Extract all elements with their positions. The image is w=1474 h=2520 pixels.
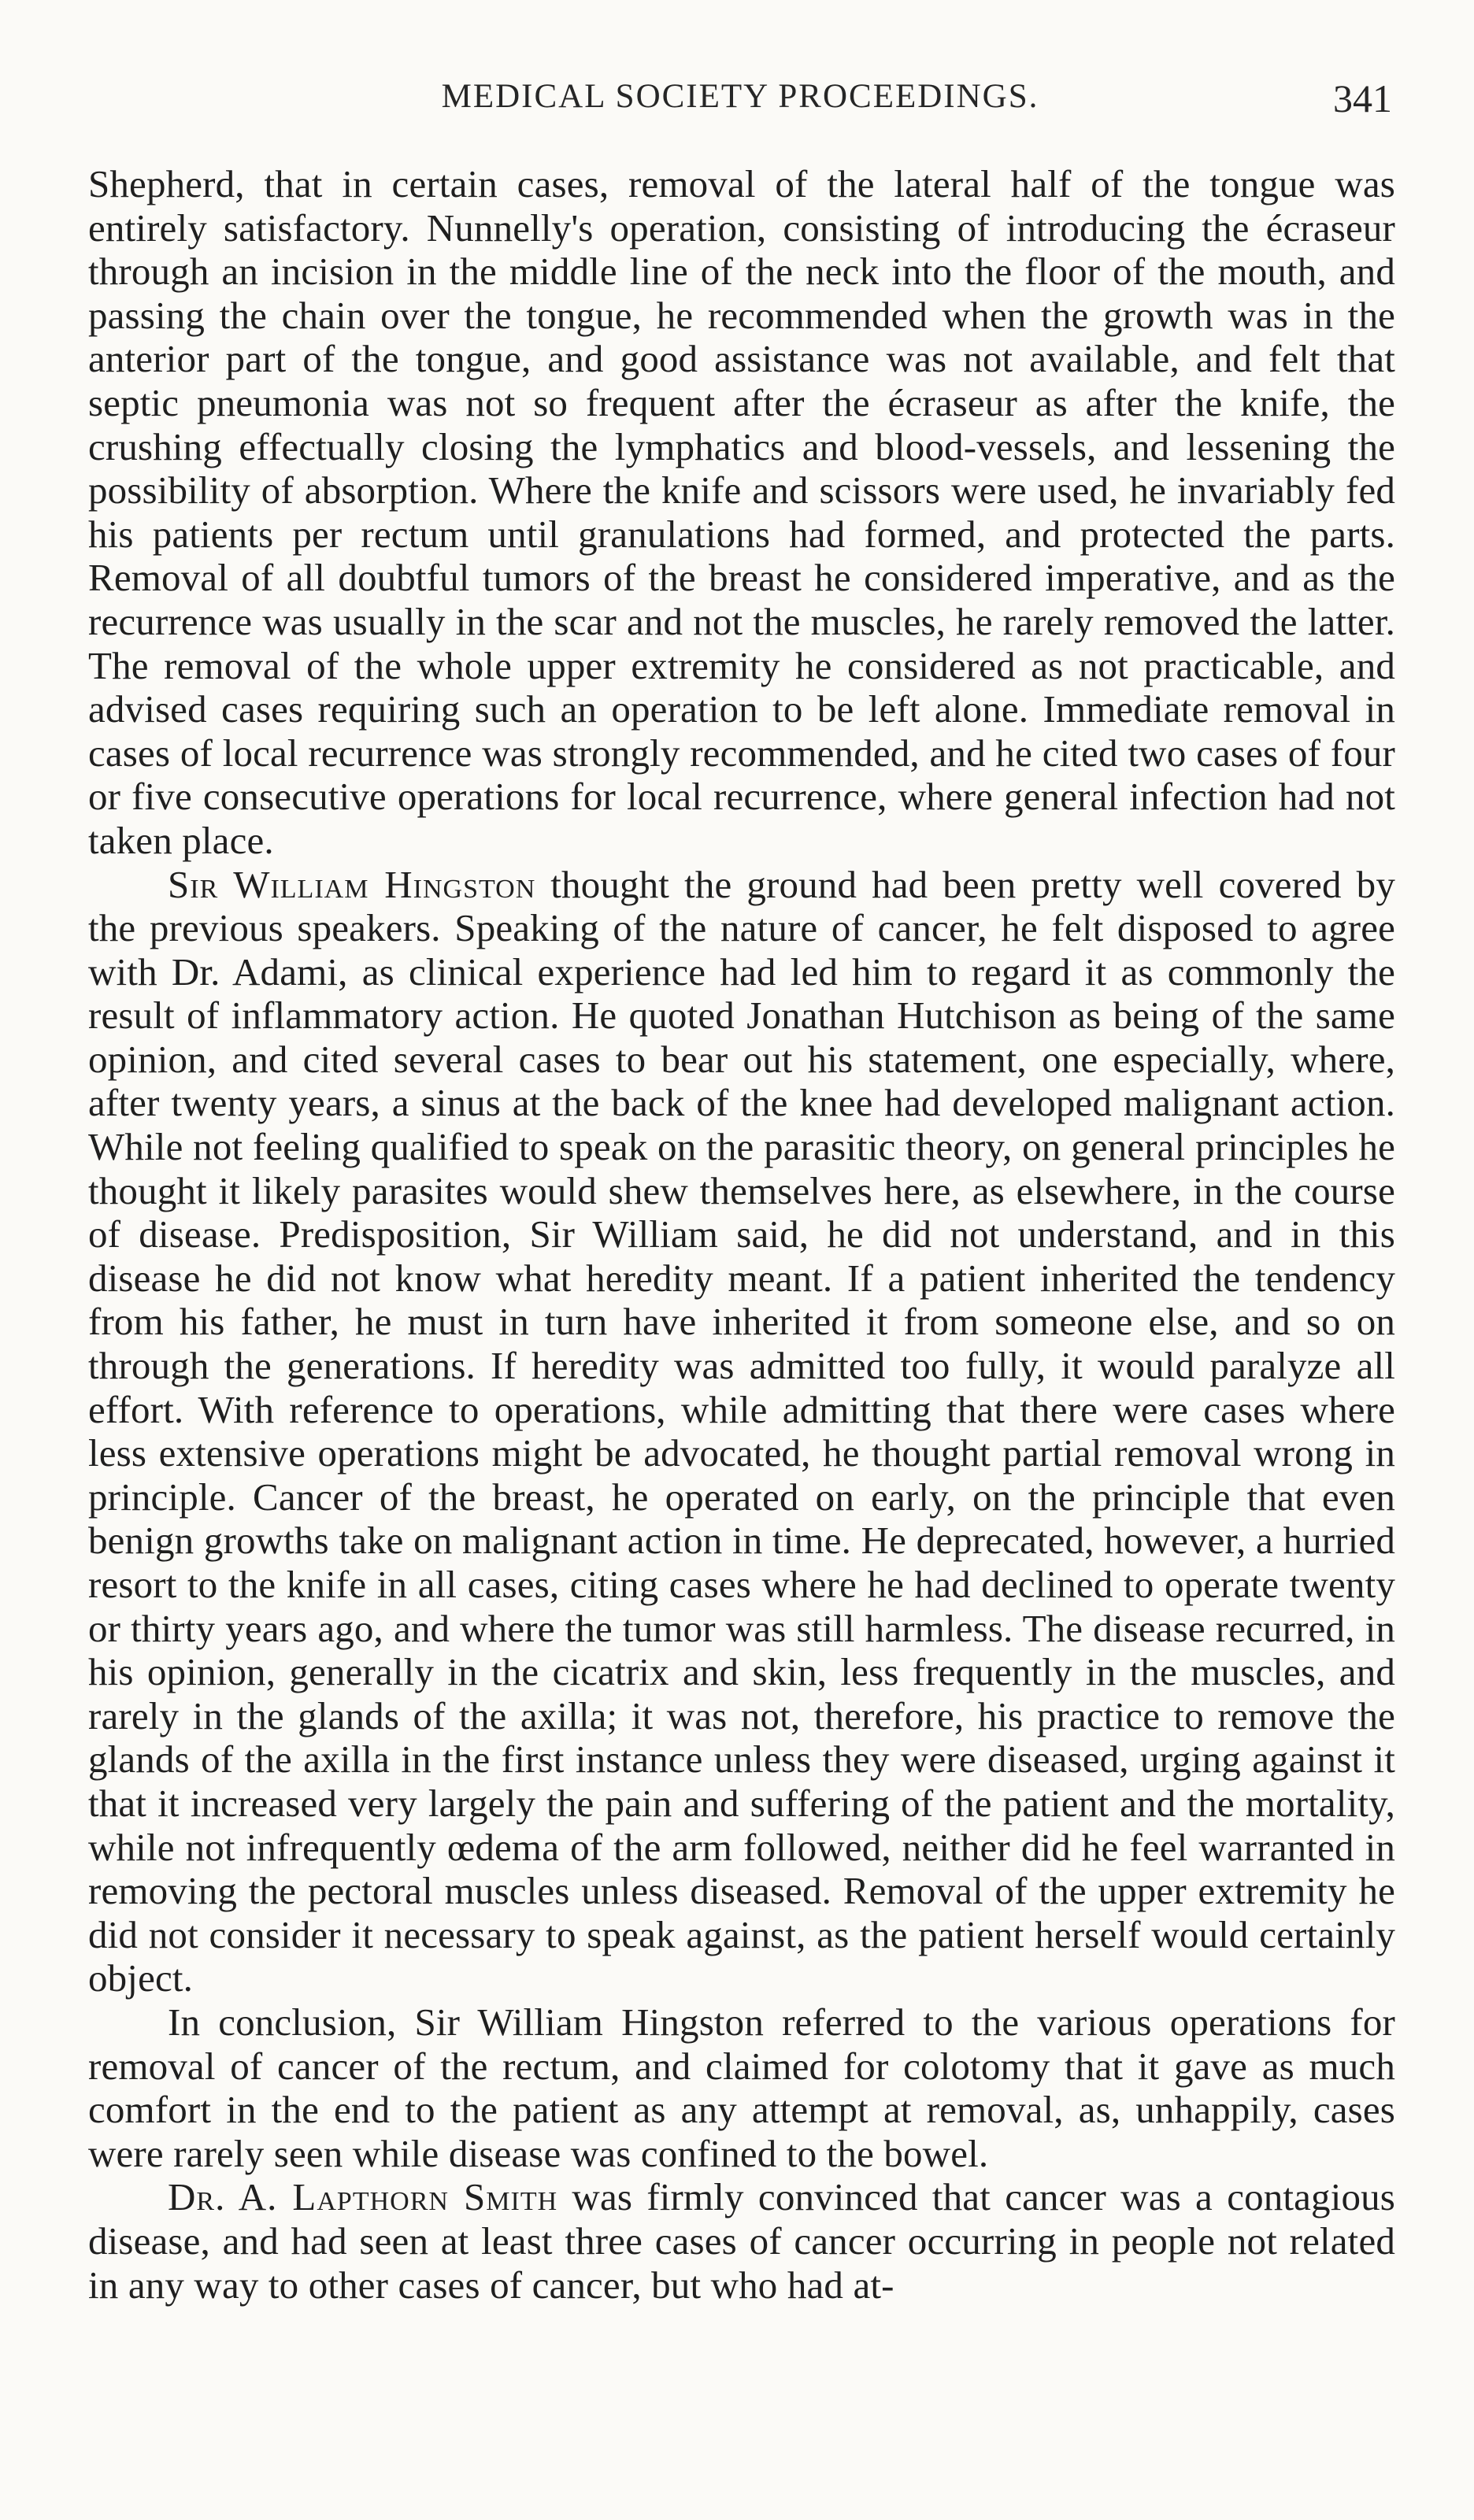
paragraph-1-text: Shepherd, that in certain cases, removal of the lateral half of the tongue was entirely satisfactory. Nunnelly's operation, consisting of introducing the écraseur through an incision in the middle line of the neck into the floor of the mouth, and passing the chain over the tongue, he recommended when the growth was in the anterior part of the tongue, and good assistance was not available, and felt that septic pneumonia was not so frequent after the écraseur as after the knife, the crushing effectually closing the lymphatics and blood-vessels, and lessening the possibility of absorption. Where the knife and scissors were used, he invariably fed his patients per rectum until granulations had formed, and protected the parts. Removal of all doubtful tumors of the breast he considered imperative, and as the recurrence was usually in the scar and not the muscles, he rarely removed the latter. The removal of the whole upper extremity he considered as not practicable, and advised cases requiring such an operation to be left alone. Immediate removal in cases of local recurrence was strongly recommended, and he cited two cases of four or five consecutive operations for local recurrence, where general infection had not taken place.: [88, 162, 1395, 862]
running-head: [88, 77, 1392, 132]
paragraph-2-text: thought the ground had been pretty well covered by the previous speakers. Speaking of the nature of cancer, he felt disposed to agree with Dr. Adami, as clinical experience had led him to regard it as commonly the result of inflammatory action. He quoted Jonathan Hutchison as being of the same opinion, and cited several cases to bear out his statement, one especially, where, after twenty years, a sinus at the back of the knee had developed malignant action. While not feeling qualified to speak on the parasitic theory, on general principles he thought it likely parasites would shew themselves here, as elsewhere, in the course of disease. Predisposition, Sir William said, he did not understand, and in this disease he did not know what heredity meant. If a patient inherited the tendency from his father, he must in turn have inherited it from someone else, and so on through the generations. If heredity was admitted too fully, it would paralyze all effort. With reference to operations, while admitting that there were cases where less extensive operations might be advocated, he thought partial removal wrong in principle. Cancer of the breast, he operated on early, on the principle that even benign growths take on malignant action in time. He deprecated, however, a hurried resort to the knife in all cases, citing cases where he had declined to operate twenty or thirty years ago, and where the tumor was still harmless. The disease recurred, in his opinion, generally in the cicatrix and skin, less frequently in the muscles, and rarely in the glands of the axilla; it was not, therefore, his practice to remove the glands of the axilla in the first instance unless they were diseased, urging against it that it increased very largely the pain and suffering of the patient and the mortality, while not infrequently œdema of the arm followed, neither did he feel warranted in removing the pectoral muscles unless diseased. Removal of the upper extremity he did not consider it necessary to speak against, as the patient herself would certainly object.: [88, 862, 1395, 2000]
paragraph-2: [88, 863, 1395, 2000]
paragraph-3-text: In conclusion, Sir William Hingston referred to the various operations for removal of cancer of the rectum, and claimed for colotomy that it gave as much comfort in the end to the patient as any attempt at removal, as, unhappily, cases were rarely seen while disease was confined to the bowel.: [88, 2000, 1395, 2175]
paragraph-4-text: was firmly convinced that cancer was a contagious disease, and had seen at least three cases of cancer occurring in people not related in any way to other cases of cancer, but who had at-: [88, 2175, 1395, 2307]
paragraph-1: [88, 162, 1395, 863]
page-number: 341: [1333, 76, 1392, 120]
speaker-name: Dr. A. Lapthorn Smith: [168, 2175, 558, 2219]
body-text: [88, 162, 1395, 2307]
paragraph-3: [88, 2000, 1395, 2175]
speaker-name: Sir William Hingston: [168, 862, 536, 906]
running-title: MEDICAL SOCIETY PROCEEDINGS.: [441, 78, 1039, 115]
paragraph-4: [88, 2175, 1395, 2307]
